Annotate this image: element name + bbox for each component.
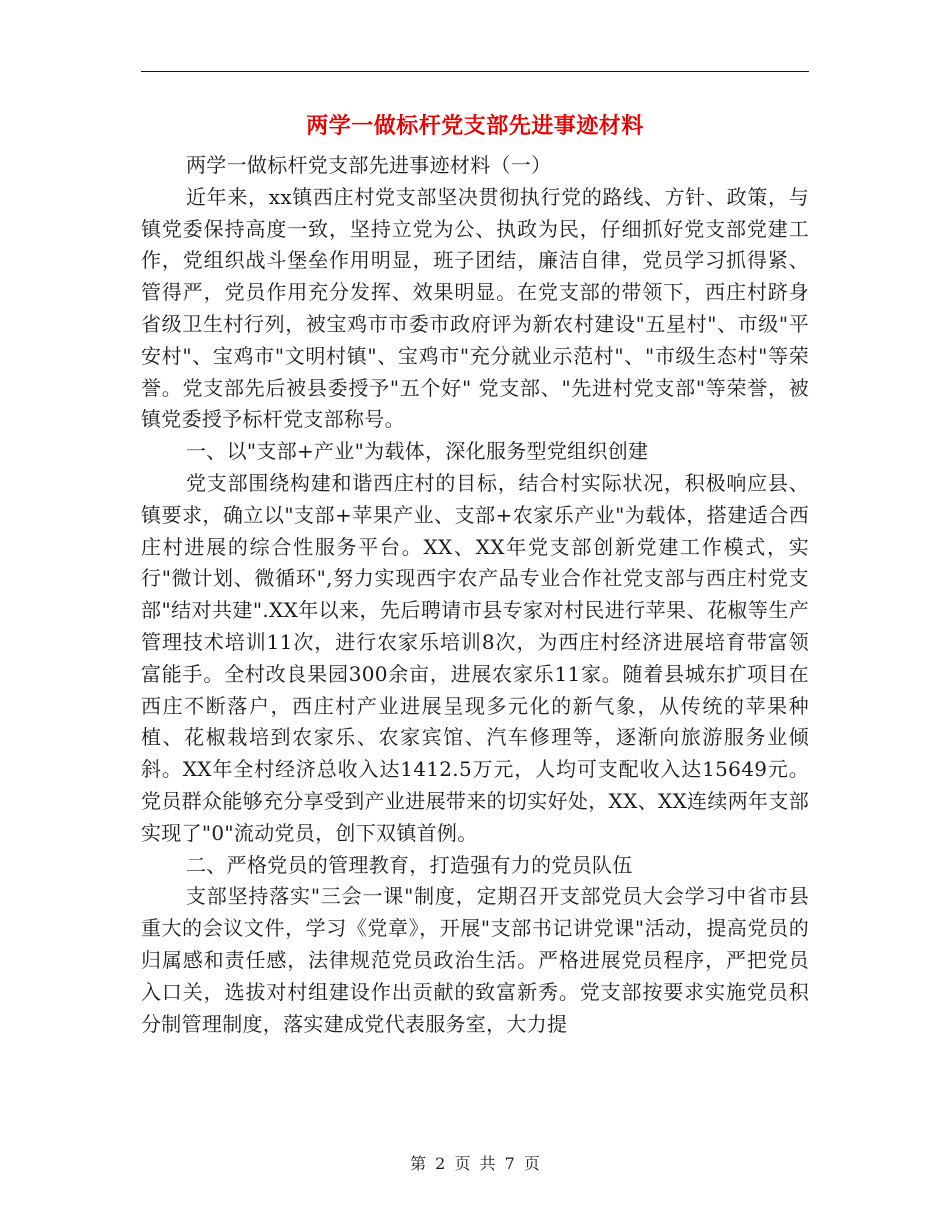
- section-heading-1: 一、以"支部+产业"为载体，深化服务型党组织创建: [186, 439, 649, 464]
- section-paragraph-2: 支部坚持落实"三会一课"制度，定期召开支部党员大会学习中省市县重大的会议文件，学习《党章》，开展"支部书记讲党课"活动，提高党员的归属感和责任感，法律规范党员政治生活。严格进展党员程序，严把党员入口关，选拔对村组建设作出贡献的致富新秀。党支部按要求实施党员积分制管理制度，落实建成党代表服务室，大力提: [141, 884, 809, 1036]
- page-number-footer: 第 2 页 共 7 页: [410, 1154, 540, 1173]
- document-title: 两学一做标杆党支部先进事迹材料: [306, 114, 644, 139]
- section-heading-2: 二、严格党员的管理教育，打造强有力的党员队伍: [186, 852, 633, 877]
- intro-paragraph: 近年来，xx镇西庄村党支部坚决贯彻执行党的路线、方针、政策，与镇党委保持高度一致，坚持立党为公、执政为民，仔细抓好党支部党建工作，党组织战斗堡垒作用明显，班子团结，廉洁自律，党员学习抓得紧、管得严，党员作用充分发挥、效果明显。在党支部的带领下，西庄村跻身省级卫生村行列，被宝鸡市市委市政府评为新农村建设"五星村"、市级"平安村"、宝鸡市"文明村镇"、宝鸡市"充分就业示范村"、"市级生态村"等荣誉。党支部先后被县委授予"五个好" 党支部、"先进村党支部"等荣誉，被镇党委授予标杆党支部称号。: [141, 184, 809, 432]
- subtitle-paragraph: 两学一做标杆党支部先进事迹材料（一）: [186, 153, 552, 177]
- section-paragraph-1: 党支部围绕构建和谐西庄村的目标，结合村实际状况，积极响应县、镇要求，确立以"支部+苹果产业、支部+农家乐产业"为载体，搭建适合西庄村进展的综合性服务平台。XX、XX年党支部创新党建工作模式，实行"微计划、微循环",努力实现西宇农产品专业合作社党支部与西庄村党支部"结对共建".XX年以来，先后聘请市县专家对村民进行苹果、花椒等生产管理技术培训11次，进行农家乐培训8次，为西庄村经济进展培育带富领富能手。全村改良果园300余亩，进展农家乐11家。随着县城东扩项目在西庄不断落户，西庄村产业进展呈现多元化的新气象，从传统的苹果种植、花椒栽培到农家乐、农家宾馆、汽车修理等，逐渐向旅游服务业倾斜。XX年全村经济总收入达1412.5万元，人均可支配收入达15649元。党员群众能够充分享受到产业进展带来的切实好处，XX、XX连续两年支部实现了"0"流动党员，创下双镇首例。: [141, 470, 809, 845]
- header-rule: [141, 71, 809, 72]
- document-body: [141, 150, 809, 1040]
